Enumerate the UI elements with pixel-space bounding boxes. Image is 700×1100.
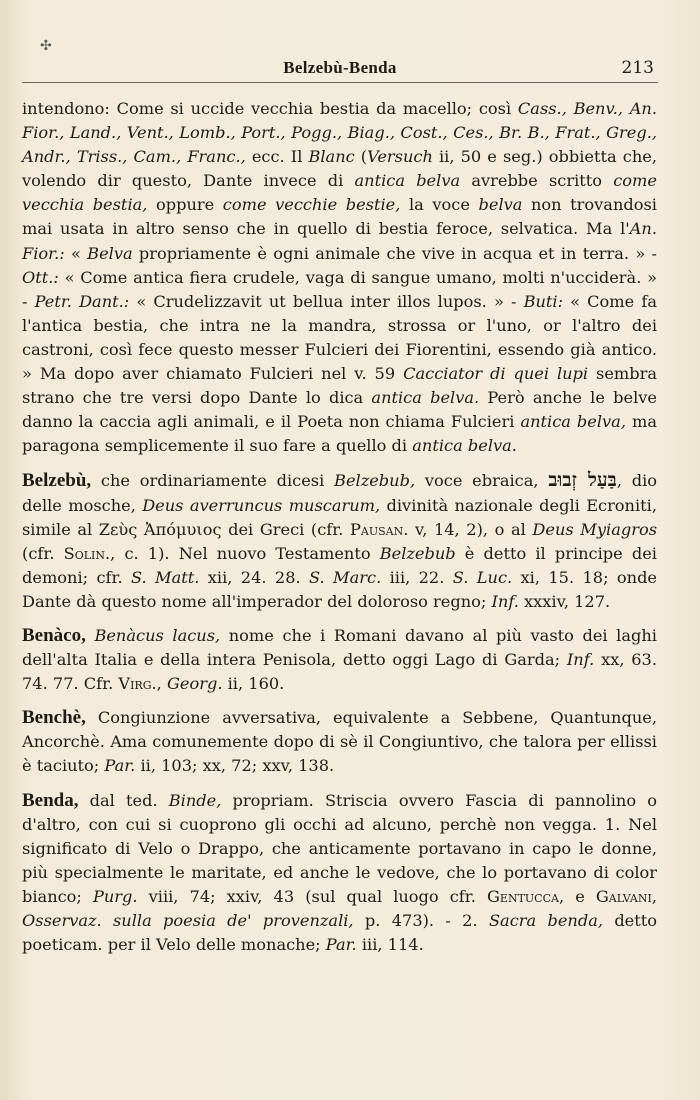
text-segment: che ordinariamente dicesi [91, 471, 335, 491]
text-segment: « [64, 243, 88, 263]
italic-text: Belva [87, 243, 133, 263]
italic-text: Binde, [168, 790, 222, 810]
italic-text: Deus Myiagros [532, 519, 657, 539]
text-segment: sembra strano che tre versi dopo Dante lo dica [22, 364, 658, 408]
italic-text: come vecchia bestia, [22, 171, 657, 215]
italic-text: Par. [104, 756, 136, 776]
small-caps-text: Virg. [118, 674, 157, 694]
entry-headword: Benàco, [22, 624, 86, 646]
small-caps-text: Galvani [595, 886, 652, 906]
page-number: 213 [621, 58, 654, 78]
text-segment: , e [558, 886, 596, 906]
dictionary-entry [22, 789, 657, 958]
italic-text: An. Fior.: [22, 219, 657, 263]
text-segment: , c. 1). Nel nuovo Testamento [110, 543, 380, 563]
text-segment: dal ted. [78, 790, 169, 810]
text-segment: divinità nazionale degli Ecroniti, simile al Ζεὺς Ἀπόμυιος dei Greci (cfr. [22, 495, 657, 539]
entry-headword: Benchè, [22, 707, 86, 729]
page-header [22, 38, 658, 83]
text-segment: ii, 160. [222, 674, 285, 694]
dictionary-entry [22, 468, 657, 614]
italic-text: S. Marc. [309, 567, 382, 587]
italic-text: Inf. [566, 650, 595, 670]
text-segment: detto poeticam. per il Velo delle monache; [22, 911, 658, 955]
text-segment: avrebbe scritto [460, 171, 614, 191]
italic-text: come vecchie bestie, [222, 195, 401, 215]
small-caps-text: Gentucca [486, 886, 559, 906]
italic-text: Cass., Benv., An. Fior., Land., Vent., Lomb., Port., Pogg., Biag., Cost., Ces., Br. B., Frat., Greg., Andr., Triss., Cam., Franc., [22, 99, 657, 167]
ornament-icon: ✣ [40, 38, 52, 54]
dictionary-entry [22, 624, 657, 696]
text-segment: v, 14, 2), o al [408, 519, 533, 539]
text-segment: Congiunzione avversativa, equivalente a Sebbene, Quantunque, Ancorchè. Ama comunemente dopo di sè il Congiuntivo, che talora per ellissi è taciuto; [22, 708, 657, 776]
text-segment: , [651, 886, 658, 906]
entry-headword: Belzebù, [22, 470, 92, 492]
italic-text: Blanc [308, 147, 355, 167]
text-segment: , dio delle mosche, [22, 471, 658, 515]
italic-text: Purg. [92, 886, 138, 906]
body-text [22, 97, 657, 957]
italic-text: Versuch [367, 147, 433, 167]
text-segment: p. 473). - 2. [353, 911, 489, 930]
continuation-paragraph [22, 97, 657, 458]
text-segment: intendono: Come si uccide vecchia bestia da macello; così [22, 99, 518, 118]
italic-text: Belzebub, [334, 471, 416, 491]
entries-list [22, 468, 657, 957]
text-segment: « Come antica fiera crudele, vaga di sangue umano, molti n'ucciderà. » - [22, 267, 657, 311]
text-segment: la voce [400, 195, 479, 215]
text-segment: , [156, 674, 167, 694]
text-segment: ecc. Il [245, 147, 309, 167]
text-segment: voce ebraica, [415, 471, 549, 491]
italic-text: S. Luc. [452, 567, 513, 587]
text-segment: viii, 74; xxiv, 43 (sul qual luogo cfr. [137, 886, 487, 906]
text-segment: Però anche le belve danno la caccia agli animali, e il Poeta non chiama Fulcieri [22, 388, 657, 432]
dictionary-entry [22, 706, 657, 778]
text-segment: (cfr. [22, 543, 64, 563]
small-caps-text: Solin. [63, 543, 111, 563]
text-segment: ii, 50 e seg.) obbietta che, volendo dir questo, Dante invece di [22, 147, 657, 191]
text-segment: xi, 15. 18; onde Dante dà questo nome all'imperador del doloroso regno; [22, 567, 658, 611]
italic-text: Par. [325, 935, 357, 955]
small-caps-text: Pausan. [350, 519, 409, 539]
italic-text: Georg. [166, 674, 223, 694]
italic-text: Deus averruncus muscarum, [142, 495, 381, 515]
text-segment: propriamente è ogni animale che vive in acqua et in terra. » - [132, 243, 657, 263]
text-segment: xx, 63. 74. 77. Cfr. [22, 650, 657, 694]
italic-text: antica belva. [412, 436, 517, 456]
italic-text: Petr. Dant.: [34, 291, 130, 311]
text-segment: non trovandosi mai usata in altro senso che in quello di bestia feroce, selvatica. Ma l' [22, 195, 657, 239]
italic-text: Buti: [523, 291, 564, 311]
text-segment: oppure [147, 195, 223, 215]
italic-text: S. Matt. [131, 567, 200, 587]
text-segment: nome che i Romani davano al più vasto dei laghi dell'alta Italia e della intera Penisola, detto oggi Lago di Garda; [22, 625, 657, 670]
running-head: Belzebù-Benda [283, 58, 397, 77]
italic-text: antica belva [354, 171, 461, 191]
text-segment: ii, 103; xx, 72; xxv, 138. [135, 756, 335, 776]
entry-headword: Benda, [22, 789, 79, 811]
italic-text: Osservaz. sulla poesia de' provenzali, [22, 911, 354, 930]
text-segment: iii, 22. [381, 567, 453, 587]
italic-text: Cacciator di quei lupi [403, 364, 589, 384]
text-segment: è detto il principe dei demoni; cfr. [22, 543, 657, 587]
text-segment: ma paragona semplicemente il suo fare a quello di [22, 412, 657, 456]
italic-text: Benàcus lacus, [94, 625, 221, 645]
text-segment: « Come fa l'antica bestia, che intra ne la mandra, strossa or l'uno, or l'altro dei castroni, così fece questo messer Fulcieri dei Fiorentini, essendo già antico. » Ma dopo aver chiamato Fulcieri nel v. 59 [22, 291, 657, 384]
italic-text: Ott.: [22, 267, 59, 287]
text-segment: xii, 24. 28. [199, 567, 310, 587]
hebrew-text: בַּעַל זְבוּב [548, 469, 617, 492]
italic-text: Sacra benda, [488, 911, 603, 930]
italic-text: Belzebub [379, 543, 456, 563]
italic-text: antica belva, [520, 412, 626, 432]
italic-text: antica belva. [371, 388, 480, 408]
text-segment: « Crudelizzavit ut bellua inter illos lupos. » - [129, 291, 524, 311]
italic-text: belva [478, 195, 523, 215]
italic-text: Inf. [491, 591, 519, 611]
text-segment: ( [354, 147, 368, 167]
text-segment: xxxiv, 127. [518, 591, 611, 611]
text-segment: iii, 114. [356, 935, 424, 955]
text-segment: propriam. Striscia ovvero Fascia di pannolino o d'altro, con cui si cuoprono gli occhi ad alcuno, perchè non vegga. 1. Nel significato di Velo o Drappo, che anticamente portavano in capo le donne, più specialmente le maritate, ed anche le vedove, che lo portavano di color bianco; [22, 790, 657, 906]
